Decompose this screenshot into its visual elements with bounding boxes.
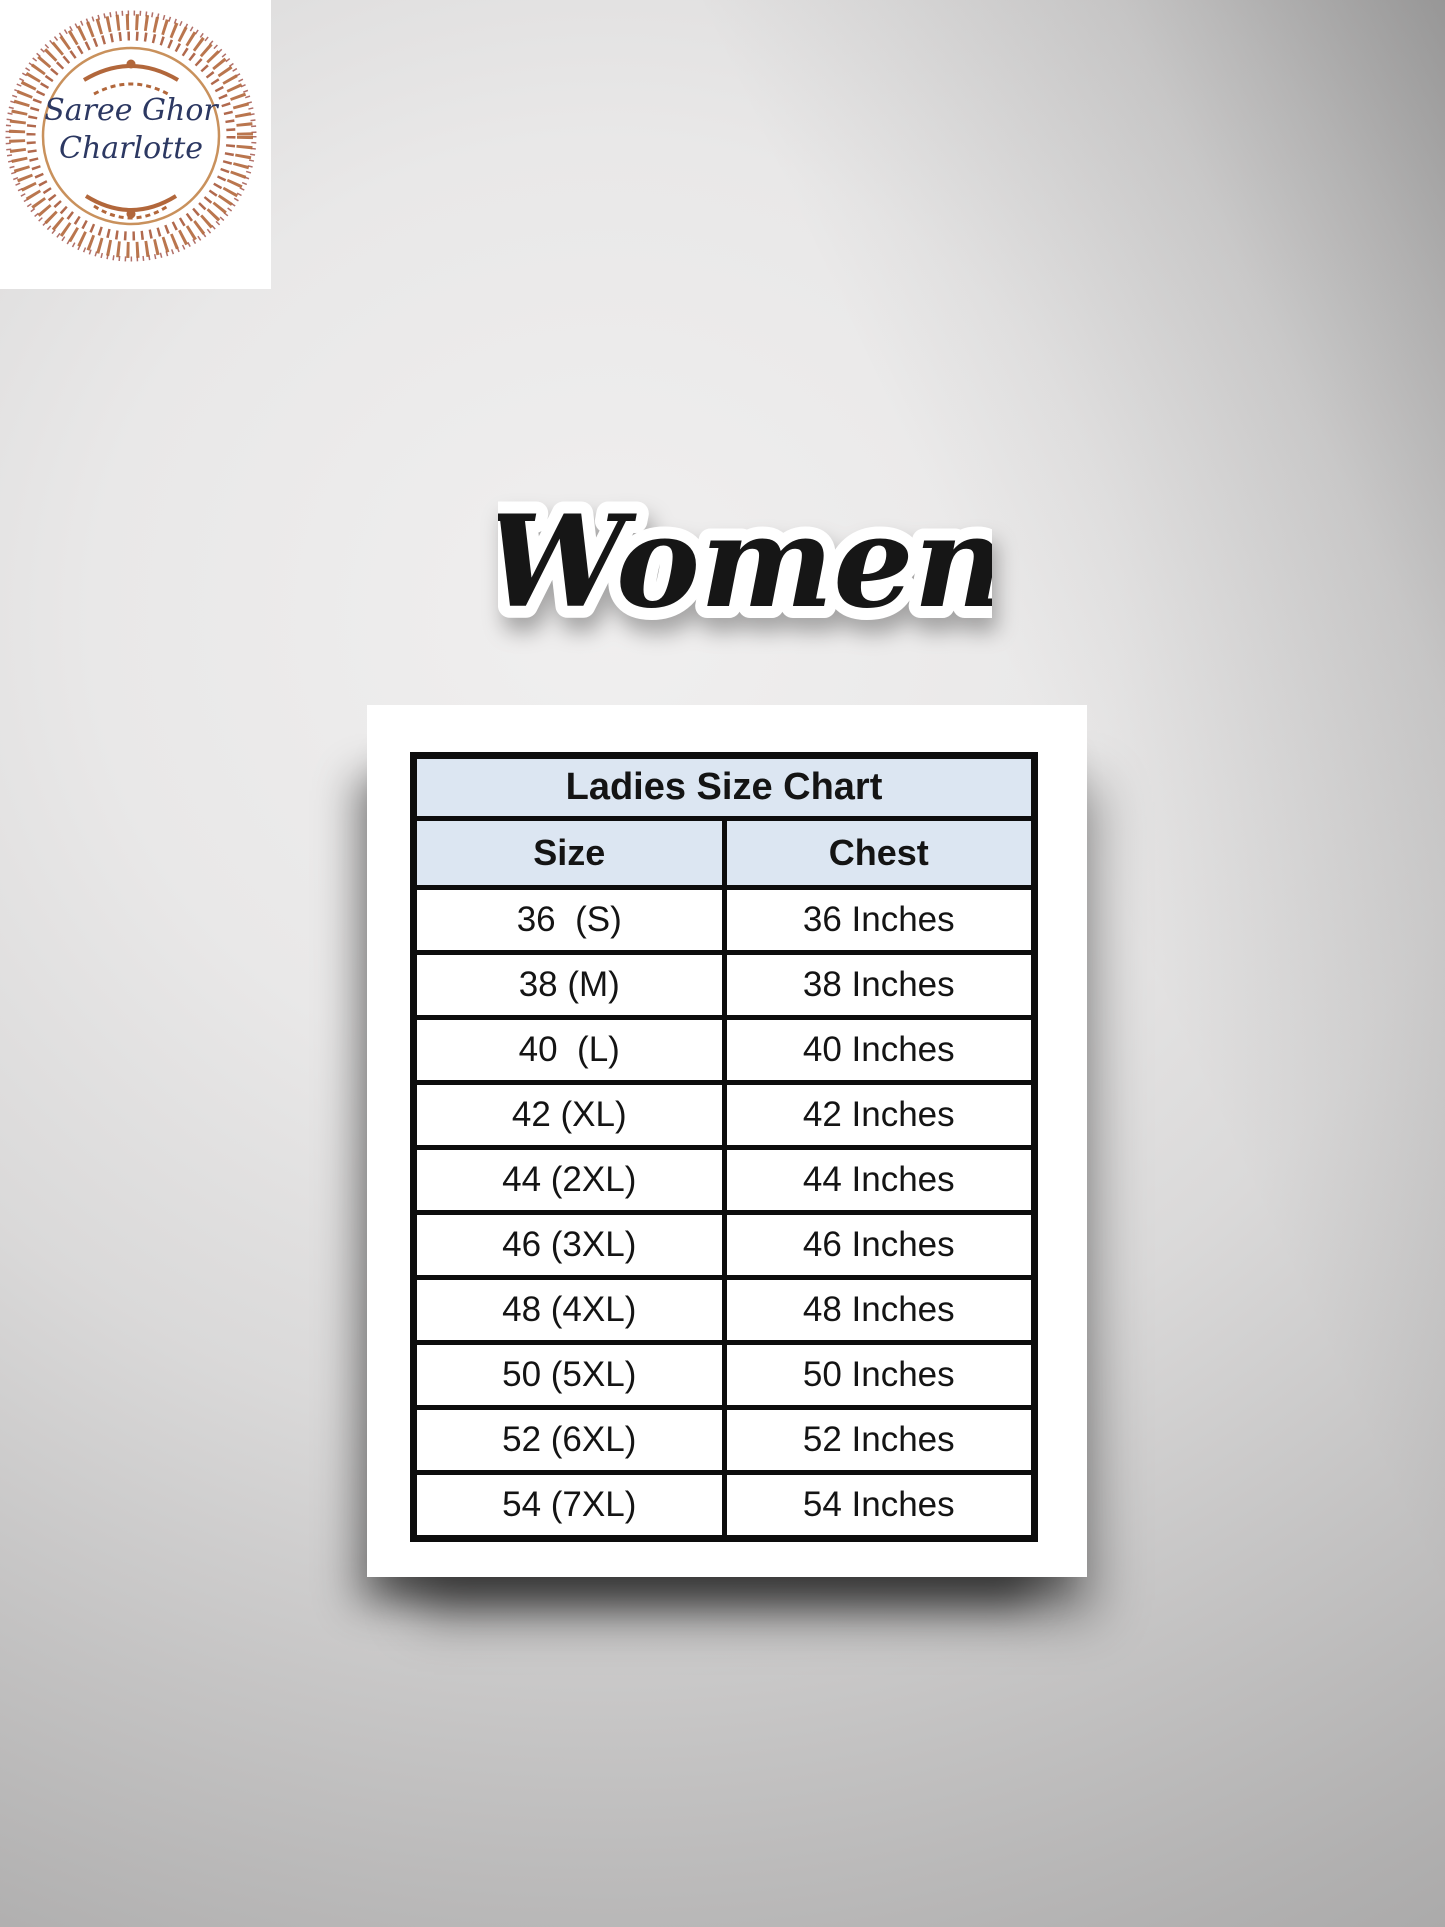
column-header-chest: Chest bbox=[724, 819, 1035, 888]
table-row bbox=[414, 888, 1035, 953]
chest-cell: 38 Inches bbox=[724, 953, 1035, 1018]
chest-cell: 40 Inches bbox=[724, 1018, 1035, 1083]
table-row bbox=[414, 1083, 1035, 1148]
brand-logo bbox=[0, 0, 271, 289]
logo-brand-line1: Saree Ghor bbox=[44, 93, 218, 128]
chest-cell: 46 Inches bbox=[724, 1213, 1035, 1278]
size-cell: 36 (S) bbox=[414, 888, 725, 953]
table-row bbox=[414, 1018, 1035, 1083]
table-row bbox=[414, 1473, 1035, 1539]
size-cell: 46 (3XL) bbox=[414, 1213, 725, 1278]
size-cell: 48 (4XL) bbox=[414, 1278, 725, 1343]
logo-text-block bbox=[0, 92, 262, 167]
table-title-row bbox=[414, 756, 1035, 819]
chest-cell: 52 Inches bbox=[724, 1408, 1035, 1473]
table-row bbox=[414, 1148, 1035, 1213]
women-title-sticker bbox=[498, 468, 992, 658]
size-cell: 54 (7XL) bbox=[414, 1473, 725, 1539]
column-header-size: Size bbox=[414, 819, 725, 888]
chest-cell: 36 Inches bbox=[724, 888, 1035, 953]
size-cell: 40 (L) bbox=[414, 1018, 725, 1083]
table-row bbox=[414, 1408, 1035, 1473]
chest-cell: 50 Inches bbox=[724, 1343, 1035, 1408]
chest-cell: 42 Inches bbox=[724, 1083, 1035, 1148]
table-row bbox=[414, 953, 1035, 1018]
size-chart-card bbox=[367, 705, 1087, 1577]
logo-brand-line2: Charlotte bbox=[58, 130, 204, 166]
table-row bbox=[414, 1213, 1035, 1278]
table-row bbox=[414, 1278, 1035, 1343]
chest-cell: 44 Inches bbox=[724, 1148, 1035, 1213]
size-cell: 38 (M) bbox=[414, 953, 725, 1018]
size-cell: 42 (XL) bbox=[414, 1083, 725, 1148]
ladies-size-chart-table bbox=[410, 752, 1038, 1542]
size-cell: 50 (5XL) bbox=[414, 1343, 725, 1408]
women-sticker-svg bbox=[498, 468, 992, 658]
chest-cell: 48 Inches bbox=[724, 1278, 1035, 1343]
size-cell: 52 (6XL) bbox=[414, 1408, 725, 1473]
column-header-row bbox=[414, 819, 1035, 888]
women-script-text: Women bbox=[498, 488, 992, 636]
size-cell: 44 (2XL) bbox=[414, 1148, 725, 1213]
table-row bbox=[414, 1343, 1035, 1408]
table-title: Ladies Size Chart bbox=[414, 756, 1035, 819]
chest-cell: 54 Inches bbox=[724, 1473, 1035, 1539]
